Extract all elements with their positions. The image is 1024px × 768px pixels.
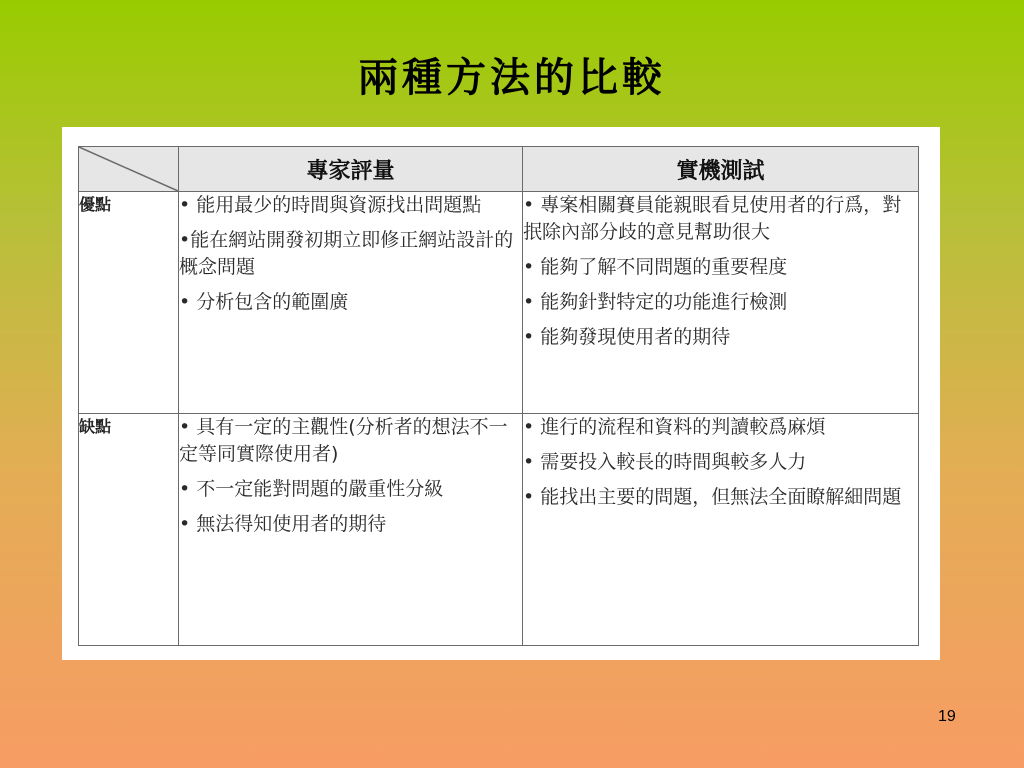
page-number: 19: [938, 708, 956, 725]
list-item: • 無法得知使用者的期待: [179, 513, 387, 535]
comparison-table: [78, 146, 919, 646]
list-item: • 進行的流程和資料的判讀較爲麻煩: [523, 416, 826, 438]
comparison-table-panel: [62, 127, 940, 660]
list-item: • 具有一定的主觀性(分析者的想法不一定等同實際使用者): [179, 416, 508, 465]
list-item: • 需要投入較長的時間與較多人力: [523, 451, 807, 473]
column-header-usability-test: 實機測試: [523, 147, 919, 192]
list-item: • 專案相關賽員能親眼看見使用者的行爲，對抿除內部分歧的意見幫助很大: [523, 194, 902, 243]
row-label-advantages: 優點: [79, 192, 179, 414]
diagonal-divider: [79, 147, 178, 191]
list-item: • 能夠發現使用者的期待: [523, 326, 731, 348]
corner-cell: [79, 147, 179, 192]
cell-expert-disadvantages: [179, 414, 523, 646]
column-header-expert-review: 專家評量: [179, 147, 523, 192]
table-row-disadvantages: [79, 414, 919, 646]
table-header-row: [79, 147, 919, 192]
row-label-disadvantages: 缺點: [79, 414, 179, 646]
bullet-list: [523, 414, 918, 511]
bullet-list: [179, 192, 522, 316]
cell-test-disadvantages: [523, 414, 919, 646]
list-item: • 能找出主要的問題，但無法全面瞭解細問題: [523, 486, 902, 508]
list-item: • 能夠了解不同問題的重要程度: [523, 256, 788, 278]
list-item: • 能夠針對特定的功能進行檢測: [523, 291, 788, 313]
bullet-list: [179, 414, 522, 538]
cell-expert-advantages: [179, 192, 523, 414]
list-item: •能在網站開發初期立即修正網站設計的概念問題: [179, 229, 514, 278]
cell-test-advantages: [523, 192, 919, 414]
list-item: • 能用最少的時間與資源找出問題點: [179, 194, 482, 216]
slide-title: 兩種方法的比較: [358, 54, 666, 101]
bullet-list: [523, 192, 918, 351]
table-row-advantages: [79, 192, 919, 414]
list-item: • 分析包含的範圍廣: [179, 291, 349, 313]
list-item: • 不一定能對問題的嚴重性分級: [179, 478, 444, 500]
